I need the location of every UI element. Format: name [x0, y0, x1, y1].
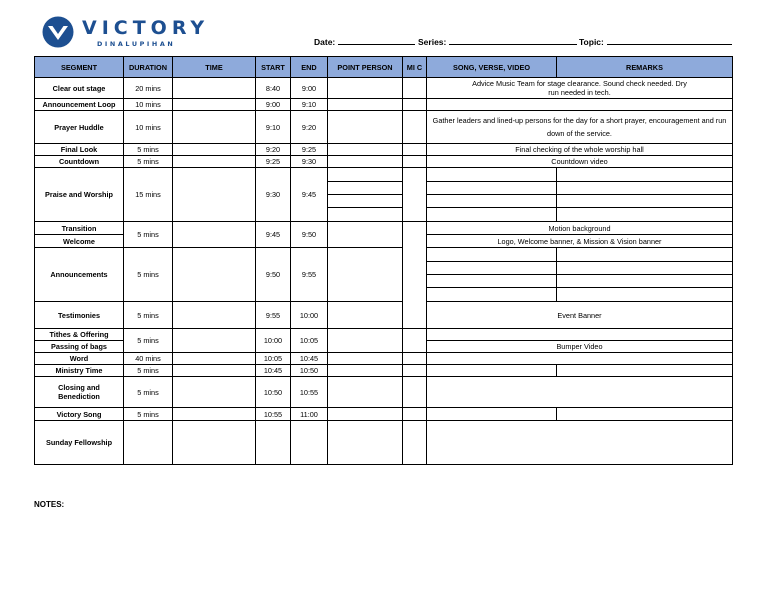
remarks-cell: Motion background: [427, 222, 733, 235]
table-row: [35, 248, 733, 262]
end-cell: 10:55: [291, 377, 328, 408]
start-cell: 9:00: [256, 99, 291, 111]
end-cell: 9:55: [291, 248, 328, 302]
point-person-cell[interactable]: [328, 208, 403, 222]
duration-cell: 5 mins: [124, 248, 173, 302]
segment-cell: Closing and Benediction: [35, 377, 124, 408]
remarks-cell[interactable]: [557, 168, 733, 182]
point-person-cell[interactable]: [328, 78, 403, 99]
song-cell[interactable]: [427, 168, 557, 182]
duration-cell: 10 mins: [124, 99, 173, 111]
mic-cell[interactable]: [403, 99, 427, 111]
remarks-cell: Gather leaders and lined-up persons for the day for a short prayer, encouragement and run down of the service.: [427, 111, 733, 144]
start-cell: 9:25: [256, 156, 291, 168]
start-cell: 9:45: [256, 222, 291, 248]
table-row: [35, 421, 733, 465]
start-cell: 10:55: [256, 408, 291, 421]
col-song: SONG, VERSE, VIDEO: [427, 57, 557, 78]
remarks-cell[interactable]: [427, 99, 733, 111]
point-person-cell[interactable]: [328, 302, 403, 329]
point-person-cell[interactable]: [328, 195, 403, 208]
point-person-cell[interactable]: [328, 111, 403, 144]
remarks-cell: Countdown video: [427, 156, 733, 168]
time-cell[interactable]: [173, 377, 256, 408]
song-cell[interactable]: [427, 208, 557, 222]
table-row: [35, 377, 733, 408]
mic-cell[interactable]: [403, 408, 427, 421]
point-person-cell[interactable]: [328, 144, 403, 156]
start-cell: 8:40: [256, 78, 291, 99]
remarks-cell[interactable]: [557, 248, 733, 262]
remarks-cell[interactable]: [427, 329, 733, 341]
time-cell[interactable]: [173, 156, 256, 168]
brand-name: VICTORY: [82, 17, 210, 39]
time-cell[interactable]: [173, 408, 256, 421]
remarks-cell[interactable]: [557, 408, 733, 421]
col-mic: MI C: [403, 57, 427, 78]
remarks-cell[interactable]: [557, 195, 733, 208]
point-person-cell[interactable]: [328, 377, 403, 408]
start-cell: 10:00: [256, 329, 291, 353]
col-time: TIME: [173, 57, 256, 78]
duration-cell: 5 mins: [124, 222, 173, 248]
remarks-cell[interactable]: [557, 288, 733, 302]
point-person-cell[interactable]: [328, 248, 403, 302]
col-point-person: POINT PERSON: [328, 57, 403, 78]
start-cell: 10:45: [256, 365, 291, 377]
remarks-cell: Event Banner: [427, 302, 733, 329]
song-cell[interactable]: [427, 288, 557, 302]
duration-cell: 20 mins: [124, 78, 173, 99]
date-field: [314, 36, 415, 47]
table-row: [35, 99, 733, 111]
remarks-cell[interactable]: [557, 275, 733, 288]
brand-subtitle: DINALUPIHAN: [97, 40, 176, 48]
start-cell[interactable]: [256, 421, 291, 465]
topic-line[interactable]: [607, 36, 732, 45]
topic-field: [579, 36, 732, 47]
segment-cell: Prayer Huddle: [35, 111, 124, 144]
point-person-cell[interactable]: [328, 353, 403, 365]
song-cell[interactable]: [427, 182, 557, 195]
remarks-cell[interactable]: [557, 182, 733, 195]
mic-cell[interactable]: [403, 78, 427, 99]
table-row: [35, 302, 733, 329]
col-start: START: [256, 57, 291, 78]
segment-cell: Sunday Fellowship: [35, 421, 124, 465]
table-row: [35, 222, 733, 235]
segment-cell: Clear out stage: [35, 78, 124, 99]
remarks-cell: Logo, Welcome banner, & Mission & Vision banner: [427, 235, 733, 248]
duration-cell: 5 mins: [124, 329, 173, 353]
col-segment: SEGMENT: [35, 57, 124, 78]
duration-cell: 5 mins: [124, 365, 173, 377]
segment-cell: Word: [35, 353, 124, 365]
time-cell[interactable]: [173, 78, 256, 99]
point-person-cell[interactable]: [328, 421, 403, 465]
mic-cell[interactable]: [403, 144, 427, 156]
point-person-cell[interactable]: [328, 329, 403, 353]
duration-cell: 5 mins: [124, 302, 173, 329]
song-cell[interactable]: [427, 365, 557, 377]
service-schedule-table: [34, 56, 733, 465]
end-cell: 10:45: [291, 353, 328, 365]
end-cell: 9:00: [291, 78, 328, 99]
end-cell: 9:10: [291, 99, 328, 111]
victory-v-logo-icon: [42, 16, 74, 48]
segment-cell: Final Look: [35, 144, 124, 156]
start-cell: 9:10: [256, 111, 291, 144]
end-cell: 9:45: [291, 168, 328, 222]
time-cell[interactable]: [173, 111, 256, 144]
end-cell: 9:30: [291, 156, 328, 168]
remarks-cell[interactable]: [557, 262, 733, 275]
time-cell[interactable]: [173, 248, 256, 302]
time-cell[interactable]: [173, 329, 256, 353]
time-cell[interactable]: [173, 168, 256, 222]
remarks-cell[interactable]: [557, 208, 733, 222]
table-row: [35, 329, 733, 341]
col-end: END: [291, 57, 328, 78]
mic-cell[interactable]: [403, 222, 427, 329]
col-remarks: REMARKS: [557, 57, 733, 78]
duration-cell: 5 mins: [124, 156, 173, 168]
remarks-cell: Advice Music Team for stage clearance. Sound check needed. Dry run needed in tech.: [427, 78, 733, 99]
series-label: Series:: [418, 37, 447, 47]
segment-cell: Transition: [35, 222, 124, 235]
mic-cell[interactable]: [403, 168, 427, 222]
end-cell: 9:25: [291, 144, 328, 156]
table-row: [35, 408, 733, 421]
segment-cell: Victory Song: [35, 408, 124, 421]
mic-cell[interactable]: [403, 377, 427, 408]
end-cell: 11:00: [291, 408, 328, 421]
duration-cell[interactable]: [124, 421, 173, 465]
point-person-cell[interactable]: [328, 408, 403, 421]
end-cell: 10:05: [291, 329, 328, 353]
segment-cell: Announcement Loop: [35, 99, 124, 111]
segment-cell: Announcements: [35, 248, 124, 302]
start-cell: 10:50: [256, 377, 291, 408]
duration-cell: 5 mins: [124, 377, 173, 408]
mic-cell[interactable]: [403, 111, 427, 144]
point-person-cell[interactable]: [328, 182, 403, 195]
duration-cell: 5 mins: [124, 144, 173, 156]
duration-cell: 40 mins: [124, 353, 173, 365]
date-label: Date:: [314, 37, 336, 47]
victory-logo: [42, 16, 210, 50]
start-cell: 9:20: [256, 144, 291, 156]
segment-cell: Tithes & Offering: [35, 329, 124, 341]
song-cell[interactable]: [427, 275, 557, 288]
start-cell: 9:55: [256, 302, 291, 329]
start-cell: 9:50: [256, 248, 291, 302]
time-cell[interactable]: [173, 302, 256, 329]
series-field: [418, 36, 577, 47]
segment-cell: Ministry Time: [35, 365, 124, 377]
point-person-cell[interactable]: [328, 365, 403, 377]
table-row: [35, 111, 733, 144]
remarks-cell[interactable]: [427, 421, 733, 465]
duration-cell: 15 mins: [124, 168, 173, 222]
time-cell[interactable]: [173, 353, 256, 365]
time-cell[interactable]: [173, 99, 256, 111]
remarks-cell[interactable]: [557, 365, 733, 377]
segment-cell: Passing of bags: [35, 341, 124, 353]
song-cell[interactable]: [427, 262, 557, 275]
mic-cell[interactable]: [403, 421, 427, 465]
segment-cell: Praise and Worship: [35, 168, 124, 222]
table-row: [35, 144, 733, 156]
song-cell[interactable]: [427, 195, 557, 208]
remarks-cell[interactable]: [427, 377, 733, 408]
mic-cell[interactable]: [403, 329, 427, 353]
point-person-cell[interactable]: [328, 222, 403, 248]
song-cell[interactable]: [427, 408, 557, 421]
mic-cell[interactable]: [403, 353, 427, 365]
end-cell: 10:00: [291, 302, 328, 329]
start-cell: 9:30: [256, 168, 291, 222]
series-line[interactable]: [449, 36, 577, 45]
end-cell: 10:50: [291, 365, 328, 377]
time-cell[interactable]: [173, 421, 256, 465]
time-cell[interactable]: [173, 365, 256, 377]
time-cell[interactable]: [173, 144, 256, 156]
song-cell[interactable]: [427, 248, 557, 262]
remarks-cell: Bumper Video: [427, 341, 733, 353]
point-person-cell[interactable]: [328, 99, 403, 111]
header-row: [35, 57, 733, 78]
mic-cell[interactable]: [403, 156, 427, 168]
remarks-cell[interactable]: [427, 353, 733, 365]
duration-cell: 5 mins: [124, 408, 173, 421]
table-row: [35, 156, 733, 168]
remarks-cell: Final checking of the whole worship hall: [427, 144, 733, 156]
end-cell: 9:50: [291, 222, 328, 248]
point-person-cell[interactable]: [328, 168, 403, 182]
table-row: [35, 365, 733, 377]
end-cell[interactable]: [291, 421, 328, 465]
table-row: [35, 78, 733, 99]
duration-cell: 10 mins: [124, 111, 173, 144]
start-cell: 10:05: [256, 353, 291, 365]
table-row: [35, 353, 733, 365]
end-cell: 9:20: [291, 111, 328, 144]
segment-cell: Welcome: [35, 235, 124, 248]
topic-label: Topic:: [579, 37, 604, 47]
point-person-cell[interactable]: [328, 156, 403, 168]
mic-cell[interactable]: [403, 365, 427, 377]
table-row: [35, 168, 733, 182]
date-line[interactable]: [338, 36, 415, 45]
notes-label: NOTES:: [34, 500, 65, 509]
col-duration: DURATION: [124, 57, 173, 78]
time-cell[interactable]: [173, 222, 256, 248]
segment-cell: Countdown: [35, 156, 124, 168]
segment-cell: Testimonies: [35, 302, 124, 329]
